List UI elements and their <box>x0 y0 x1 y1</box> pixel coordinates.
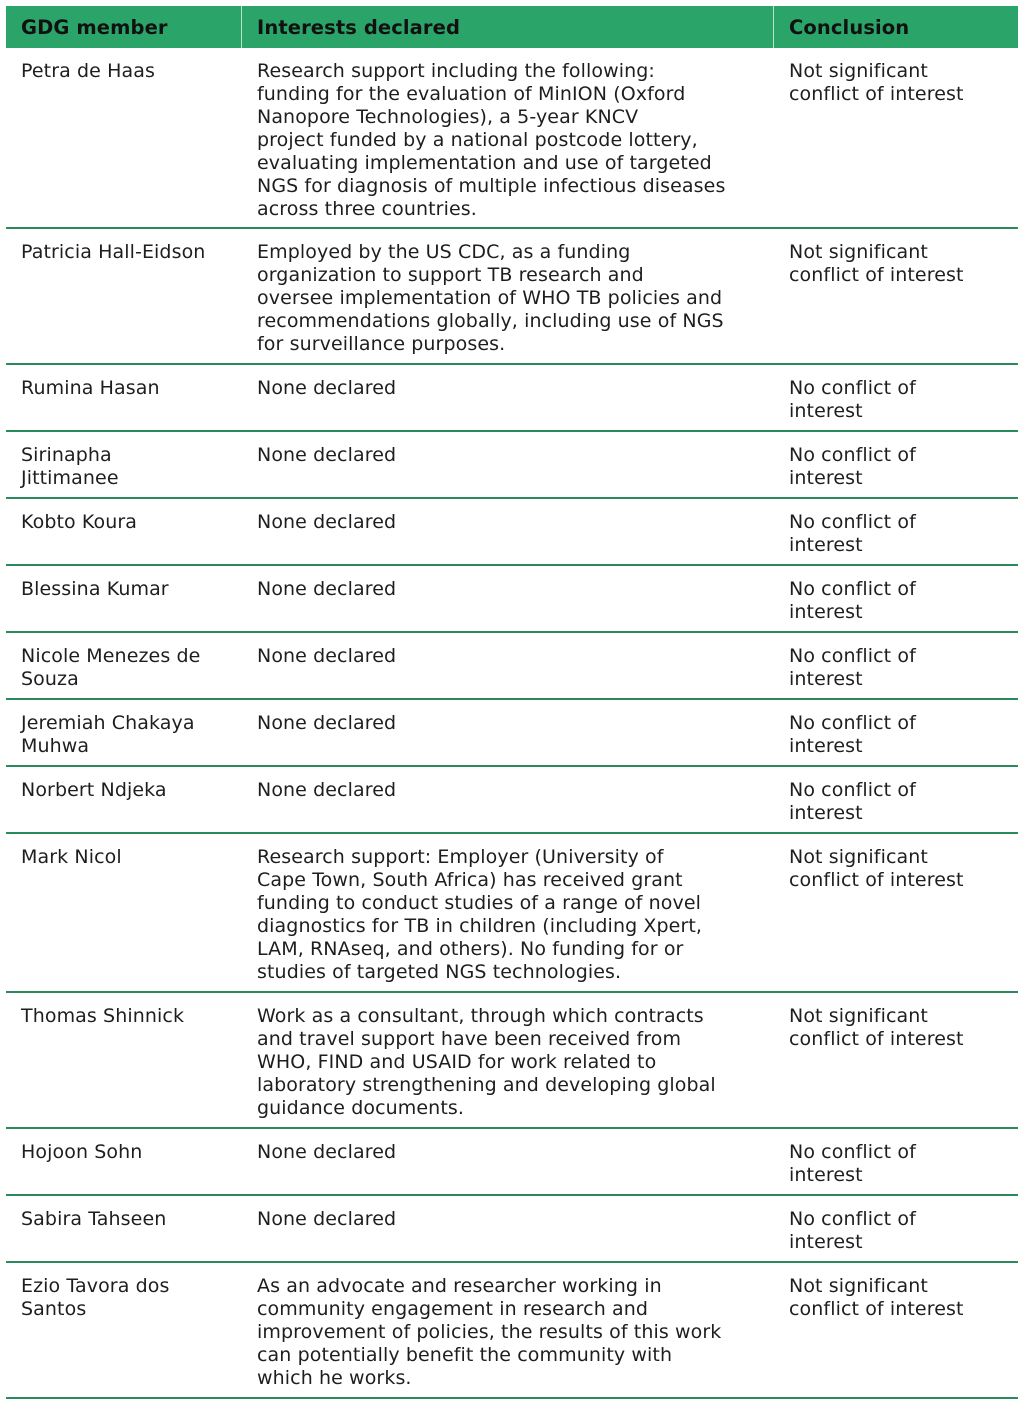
member-name: Kobto Koura <box>21 511 138 533</box>
member-name: Blessina Kumar <box>21 578 169 600</box>
table-row <box>6 834 1018 993</box>
conclusion-text: No conflict of interest <box>789 511 916 556</box>
member-name: Mark Nicol <box>21 846 122 868</box>
conclusion-text: No conflict of interest <box>789 444 916 489</box>
member-name: Patricia Hall-Eidson <box>21 241 206 263</box>
interests-declared: None declared <box>257 444 397 466</box>
conclusion-text: Not significant conflict of interest <box>789 846 964 891</box>
column-header-interests: Interests declared <box>242 6 774 48</box>
table-row <box>6 1263 1018 1399</box>
interests-declared: Work as a consultant, through which contracts and travel support have been received from WHO, FIND and USAID for work related to laboratory strengthening and developing global guidance documents. <box>257 1005 716 1119</box>
interests-declared: None declared <box>257 712 397 734</box>
table-row <box>6 229 1018 365</box>
table-row <box>6 1196 1018 1263</box>
conclusion-text: Not significant conflict of interest <box>789 241 964 286</box>
table-row <box>6 700 1018 767</box>
conclusion-text: No conflict of interest <box>789 377 916 422</box>
interests-declared: Employed by the US CDC, as a funding organization to support TB research and oversee implementation of WHO TB policies and recommendations globally, including use of NGS for surveillance purposes. <box>257 241 724 355</box>
table-header-row <box>6 6 1018 48</box>
interests-declared: Research support including the following: funding for the evaluation of MinION (Oxford Nanopore Technologies), a 5-year KNCV project funded by a national postcode lottery, evaluating implementation and use of targeted NGS for diagnosis of multiple infectious diseases across three countries. <box>257 60 726 220</box>
member-name: Nicole Menezes de Souza <box>21 645 201 690</box>
member-name: Ezio Tavora dos Santos <box>21 1275 170 1320</box>
interests-declared: None declared <box>257 511 397 533</box>
table-row <box>6 365 1018 432</box>
conclusion-text: No conflict of interest <box>789 578 916 623</box>
conclusion-text: Not significant conflict of interest <box>789 60 964 105</box>
conflict-of-interest-table <box>6 6 1018 1399</box>
conclusion-text: No conflict of interest <box>789 712 916 757</box>
table-row <box>6 566 1018 633</box>
interests-declared: As an advocate and researcher working in community engagement in research and improvement of policies, the results of this work can potentially benefit the community with which he works. <box>257 1275 722 1389</box>
member-name: Norbert Ndjeka <box>21 779 167 801</box>
table-row <box>6 633 1018 700</box>
conclusion-text: No conflict of interest <box>789 779 916 824</box>
interests-declared: None declared <box>257 1208 397 1230</box>
table-row <box>6 432 1018 499</box>
interests-declared: None declared <box>257 779 397 801</box>
member-name: Sirinapha Jittimanee <box>21 444 119 489</box>
interests-declared: None declared <box>257 1141 397 1163</box>
conclusion-text: No conflict of interest <box>789 1141 916 1186</box>
conclusion-text: No conflict of interest <box>789 1208 916 1253</box>
member-name: Jeremiah Chakaya Muhwa <box>21 712 195 757</box>
table-row <box>6 499 1018 566</box>
table-row <box>6 993 1018 1129</box>
conclusion-text: Not significant conflict of interest <box>789 1005 964 1050</box>
member-name: Petra de Haas <box>21 60 155 82</box>
interests-declared: None declared <box>257 645 397 667</box>
conclusion-text: No conflict of interest <box>789 645 916 690</box>
conclusion-text: Not significant conflict of interest <box>789 1275 964 1320</box>
table-row <box>6 1129 1018 1196</box>
member-name: Rumina Hasan <box>21 377 160 399</box>
column-header-conclusion: Conclusion <box>789 16 910 39</box>
column-header-member: GDG member <box>6 6 242 48</box>
member-name: Thomas Shinnick <box>21 1005 185 1027</box>
table-row <box>6 767 1018 834</box>
table-row <box>6 48 1018 229</box>
member-name: Sabira Tahseen <box>21 1208 167 1230</box>
interests-declared: None declared <box>257 377 397 399</box>
interests-declared: None declared <box>257 578 397 600</box>
interests-declared: Research support: Employer (University of Cape Town, South Africa) has received grant funding to conduct studies of a range of novel diagnostics for TB in children (including Xpert, LAM, RNAseq, and others). No funding for or studies of targeted NGS technologies. <box>257 846 703 983</box>
member-name: Hojoon Sohn <box>21 1141 143 1163</box>
